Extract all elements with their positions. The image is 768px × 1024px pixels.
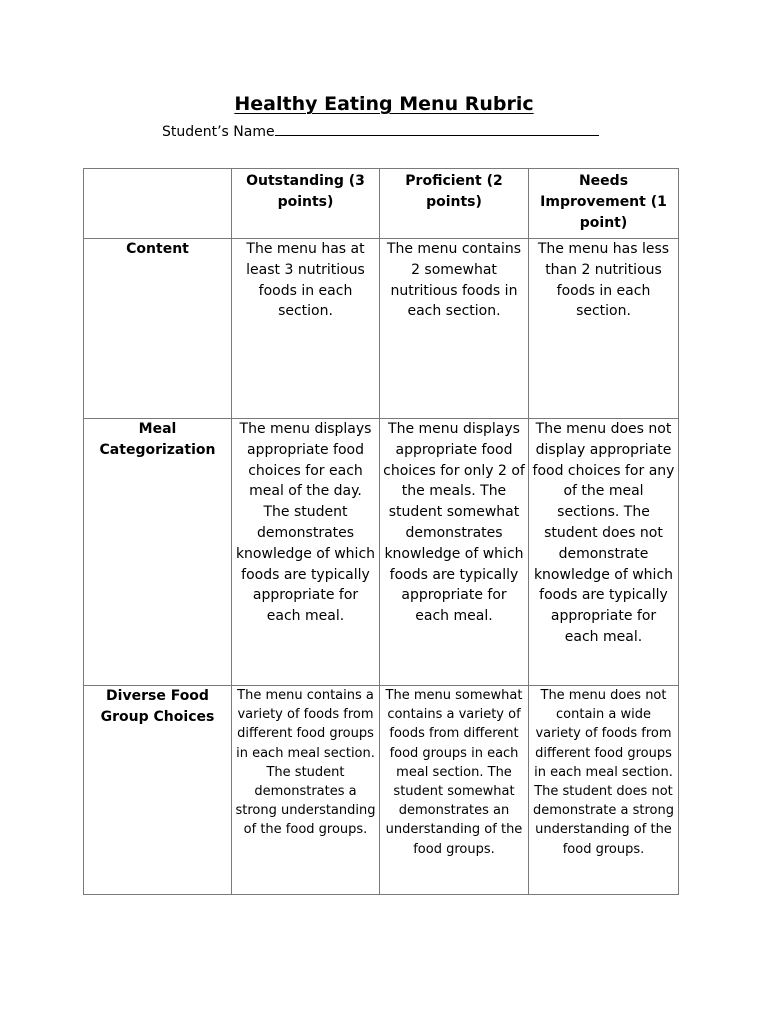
student-name-line [162,121,599,140]
cell-diverse-proficient: The menu somewhat contains a variety of foods from different food groups in each meal section. The student somewhat demonstrates an understanding of the food groups. [380,686,529,895]
row-label-content: Content [84,239,232,419]
row-label-diverse-food-groups: Diverse Food Group Choices [84,686,232,895]
cell-content-proficient: The menu contains 2 somewhat nutritious foods in each section. [380,239,529,419]
rubric-corner-cell [84,169,232,239]
column-header-proficient: Proficient (2 points) [380,169,529,239]
column-header-needs-improvement: Needs Improvement (1 point) [529,169,679,239]
page-title [0,93,768,115]
rubric-table [83,168,679,895]
rubric-row-content [84,239,679,419]
rubric-row-diverse-food-groups [84,686,679,895]
cell-meal-needs-improvement: The menu does not display appropriate food choices for any of the meal sections. The student does not demonstrate knowledge of which foods are typically appropriate for each meal. [529,419,679,686]
rubric-header-row [84,169,679,239]
page-title-text: Healthy Eating Menu Rubric [234,93,534,115]
cell-content-needs-improvement: The menu has less than 2 nutritious foods in each section. [529,239,679,419]
cell-meal-proficient: The menu displays appropriate food choices for only 2 of the meals. The student somewhat demonstrates knowledge of which foods are typically appropriate for each meal. [380,419,529,686]
cell-meal-outstanding: The menu displays appropriate food choices for each meal of the day. The student demonstrates knowledge of which foods are typically appropriate for each meal. [232,419,380,686]
cell-diverse-needs-improvement: The menu does not contain a wide variety of foods from different food groups in each meal section. The student does not demonstrate a strong understanding of the food groups. [529,686,679,895]
student-name-field[interactable] [275,121,599,136]
column-header-outstanding: Outstanding (3 points) [232,169,380,239]
cell-content-outstanding: The menu has at least 3 nutritious foods in each section. [232,239,380,419]
student-name-label: Student’s Name [162,124,275,140]
row-label-meal-categorization: Meal Categorization [84,419,232,686]
cell-diverse-outstanding: The menu contains a variety of foods from different food groups in each meal section. The student demonstrates a strong understanding of the food groups. [232,686,380,895]
rubric-row-meal-categorization [84,419,679,686]
